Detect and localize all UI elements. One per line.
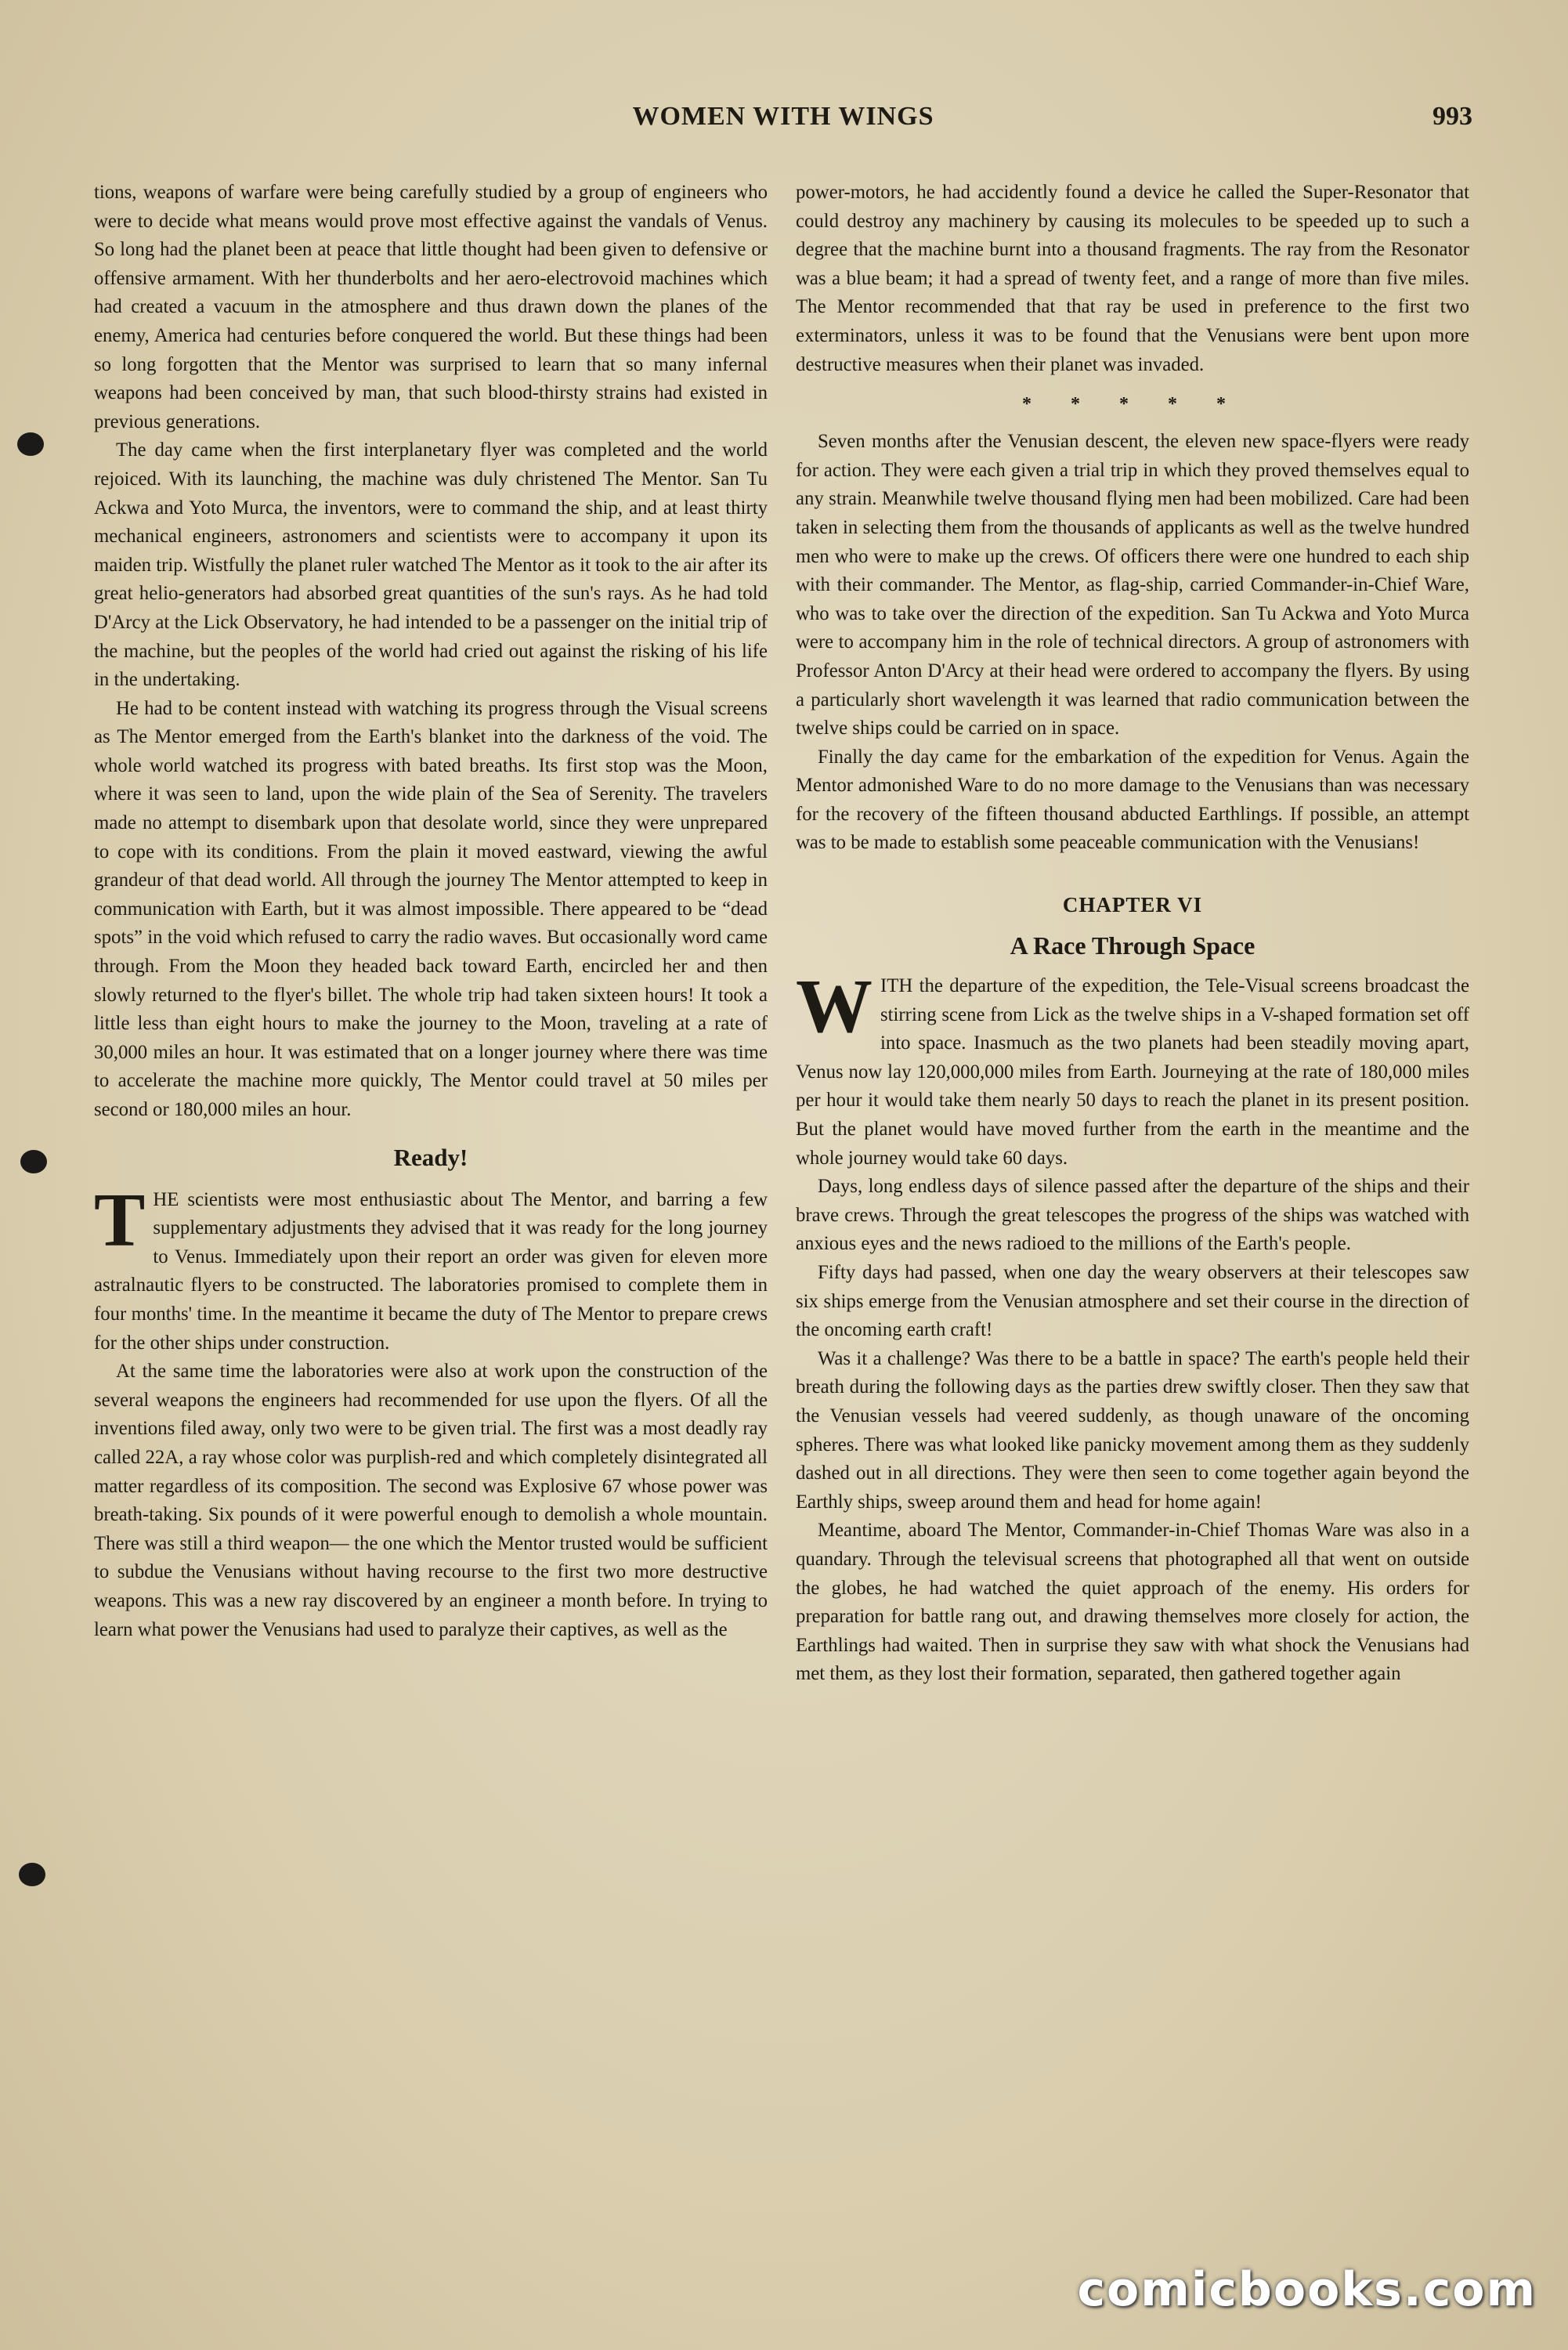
paragraph: Meantime, aboard The Mentor, Commander-in-Chief Thomas Ware was also in a quandary. Through the televisual screens that photographed all that went on outside the globes, he had watched the quiet approach of the enemy. His orders for preparation for battle rang out, and drawing themselves more closely for action, the Earthlings had waited. Then in surprise they saw with what shock the Venusians had met them, as they lost their formation, separated, then gathered together again — [796, 1520, 1469, 1685]
binding-hole — [20, 1150, 47, 1173]
page-number: 993 — [1433, 102, 1472, 131]
paragraph-text: HE scientists were most enthusiastic about The Mentor, and barring a few supplementary adjustments they advised that it was ready for the long journey to Venus. Immediately upon their report an order was given for eleven more astralnautic flyers to be constructed. The laboratories promised to complete them in four months' time. In the meantime it became the duty of The Mentor to prepare crews for the other ships under construction. — [94, 1188, 768, 1354]
running-head-title: WOMEN WITH WINGS — [632, 102, 934, 131]
paragraph: At the same time the laboratories were also at work upon the construction of the several weapons the engineers had recommended for use upon the flyers. Of all the inventions filed away, only two were to be given trial. The first was a most deadly ray called 22A, a ray whose color was purplish-red and which completely disintegrated all matter regardless of its composition. The second was Explosive 67 whose power was breath-taking. Six pounds of it were powerful enough to demolish a whole mountain. There was still a third weapon— the one which the Mentor trusted would be sufficient to subdue the Venusians without having recourse to the first two more destructive weapons. This was a new ray discovered by an engineer a month before. In trying to learn what power the Venusians had used to paralyze their captives, as well as the — [94, 1361, 768, 1640]
binding-hole — [19, 1863, 45, 1886]
chapter-heading: CHAPTER VI — [1062, 893, 1203, 917]
chapter-title: A Race Through Space — [1010, 931, 1255, 960]
paragraph: Finally the day came for the embarkation of the expedition for Venus. Again the Mentor admonished Ware to do no more damage to the Venusians than was necessary for the recovery of the fifteen thousand abducted Earthlings. If possible, an attempt was to be made to establish some peaceable communication with the Venusians! — [796, 746, 1469, 854]
paragraph: Seven months after the Venusian descent, the eleven new space-flyers were ready for action. They were each given a trial trip in which they proved themselves equal to any strain. Meanwhile twelve thousand flying men had been mobilized. Care had been taken in selecting them from the thousands of applicants as well as the twelve hundred men who were to make up the crews. Of officers there were one hundred to each ship with their commander. The Mentor, as flag-ship, carried Commander-in-Chief Ware, who was to take over the direction of the expedition. San Tu Ackwa and Yoto Murca were to accompany him in the role of technical directors. A group of astronomers with Professor Anton D'Arcy at their head were ordered to accompany the flyers. By using a particularly short wavelength it was learned that radio communication between the twelve ships could be carried on in space. — [796, 431, 1469, 739]
dropcap-letter: T — [94, 1177, 146, 1263]
left-column — [94, 179, 768, 1644]
dropcap-letter: W — [796, 964, 873, 1050]
watermark-text: comicbooks.com — [1077, 2262, 1537, 2317]
paragraph: Fifty days had passed, when one day the weary observers at their telescopes saw six ships emerge from the Venusian atmosphere and set their course in the direction of the oncoming earth craft! — [796, 1262, 1469, 1341]
page-header — [94, 102, 1472, 149]
section-heading: Ready! — [393, 1143, 468, 1171]
paragraph: power-motors, he had accidently found a device he called the Super-Resonator that could destroy any machinery by causing its molecules to be speeded up to such a degree that the machine burnt into a thousand fragments. The ray from the Resonator was a blue beam; it had a spread of twenty feet, and a range of more than five miles. The Mentor recommended that that ray be used in preference to the first two exterminators, unless it was to be found that the Venusians were bent upon more destructive measures when their planet was invaded. — [796, 182, 1469, 375]
right-column — [796, 179, 1469, 1689]
dropcap-paragraph — [796, 964, 1469, 1173]
paragraph-text: ITH the departure of the expedition, the Tele-Visual screens broadcast the stirring scene from Lick as the twelve ships in a V-shaped formation set off into space. Inasmuch as the two planets had been steadily moving apart, Venus now lay 120,000,000 miles from Earth. Journeying at the rate of 180,000 miles per hour it would take them nearly 50 days to reach the planet in its present position. But the planet would have moved further from the earth in the meantime and the whole journey would take 60 days. — [796, 975, 1469, 1169]
paragraph: tions, weapons of warfare were being carefully studied by a group of engineers who were to decide what means would prove most effective against the vandals of Venus. So long had the planet been at peace that little thought had been given to defensive or offensive armament. With her thunderbolts and her aero-electrovoid machines which had created a vacuum in the atmosphere and thus drawn down the planes of the enemy, America had centuries before conquered the world. But these things had been so long forgotten that the Mentor was surprised to learn that so many infernal weapons had been conceived by man, that such blood-thirsty strains had existed in previous generations. — [94, 182, 768, 432]
binding-hole — [17, 432, 44, 456]
dropcap-paragraph — [94, 1177, 768, 1358]
paragraph: Was it a challenge? Was there to be a battle in space? The earth's people held their breath during the following days as the parties drew swiftly closer. Then they saw that the Venusian vessels had veered suddenly, as though unaware of the oncoming spheres. There was what looked like panicky movement among them as they suddenly dashed out in all directions. They were then seen to come together again beyond the Earthly ships, sweep around them and head for home again! — [796, 1347, 1469, 1513]
section-break-stars: * * * * * — [1022, 394, 1243, 415]
paragraph: The day came when the first interplanetary flyer was completed and the world rejoiced. With its launching, the machine was duly christened The Mentor. San Tu Ackwa and Yoto Murca, the inventors, were to command the ship, and at least thirty mechanical engineers, astronomers and scientists were to accompany it upon its maiden trip. Wistfully the planet ruler watched The Mentor as it took to the air after its great helio-generators had absorbed great quantities of the sun's rays. As he had told D'Arcy at the Lick Observatory, he had intended to be a passenger on the initial trip of the machine, but the peoples of the world had cried out against the risking of his life in the undertaking. — [94, 439, 768, 691]
paragraph: Days, long endless days of silence passed after the departure of the ships and their brave crews. Through the great telescopes the progress of the ships was watched with anxious eyes and the news radioed to the millions of the Earth's people. — [796, 1176, 1469, 1255]
paragraph: He had to be content instead with watching its progress through the Visual screens as The Mentor emerged from the Earth's blanket into the darkness of the void. The whole world watched its progress with bated breaths. Its first stop was the Moon, where it was seen to land, upon the wide plain of the Sea of Serenity. The travelers made no attempt to disembark upon that desolate world, since they were unprepared to cope with its conditions. From the plain it moved eastward, viewing the awful grandeur of that dead world. All through the journey The Mentor attempted to keep in communication with Earth, but it was almost impossible. There appeared to be “dead spots” in the void which refused to carry the radio waves. But occasionally word came through. From the Moon they headed back toward Earth, encircled her and then slowly returned to the flyer's billet. The whole trip had taken sixteen hours! It took a little less than eight hours to make the journey to the Moon, traveling at a rate of 30,000 miles an hour. It was estimated that on a longer journey where there was time to accelerate the machine more quickly, The Mentor could travel at 50 miles per second or 180,000 miles an hour. — [94, 697, 768, 1120]
